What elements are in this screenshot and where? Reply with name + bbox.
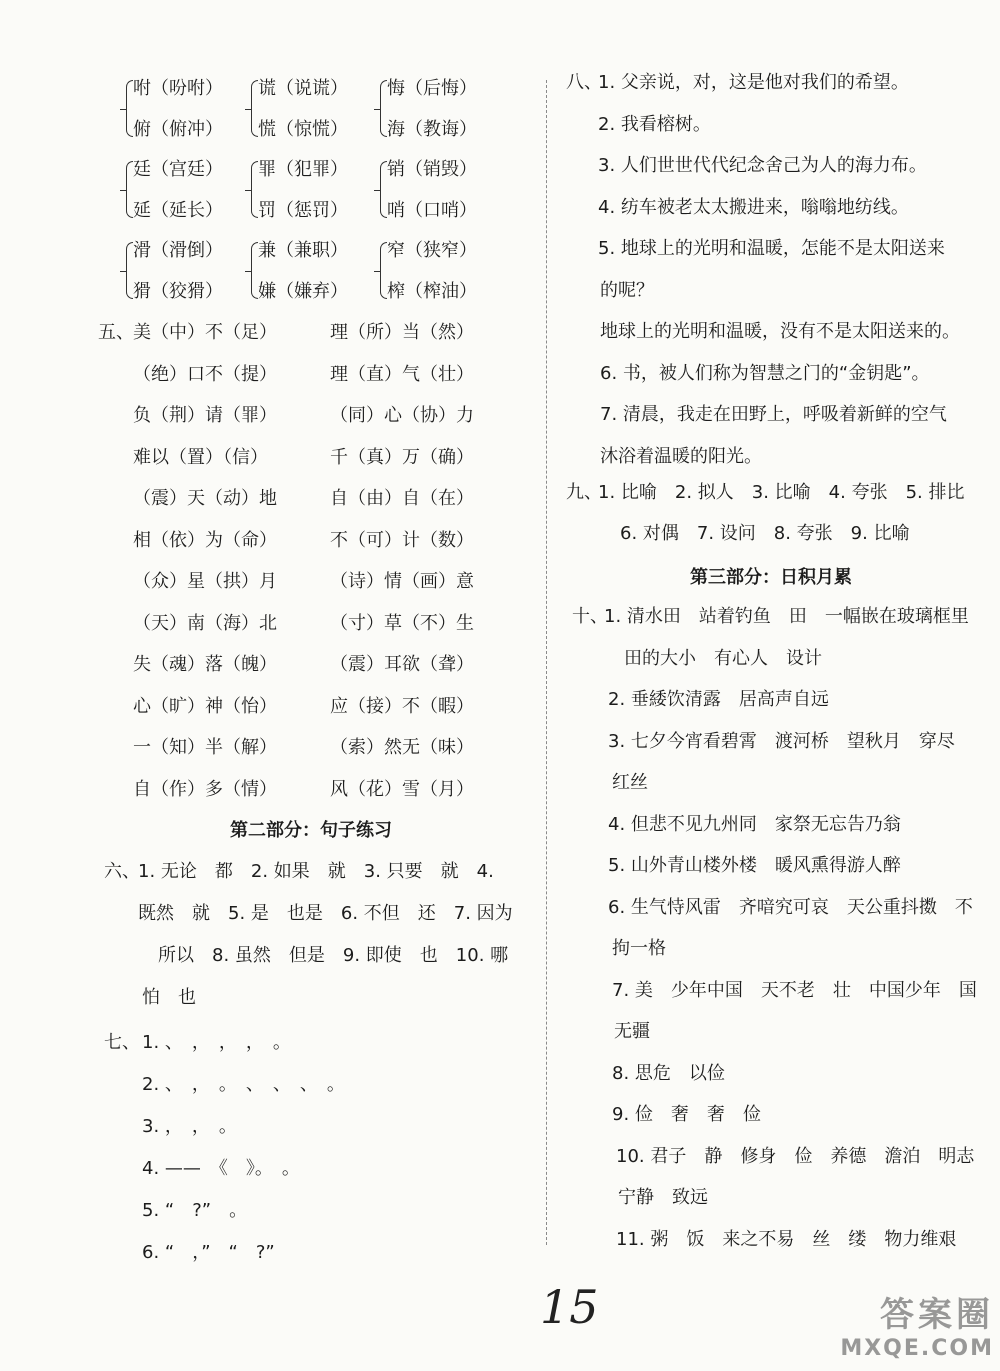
idiom-item: （绝）口不（提）	[133, 363, 277, 385]
pair-word: 海（教诲）	[387, 119, 477, 140]
pair-brace	[251, 161, 258, 218]
idiom-item: 理（所）当（然）	[330, 322, 474, 343]
answer-line: 既然 就 5. 是 也是 6. 不但 还 7. 因为	[138, 903, 513, 924]
answer-line: 的呢？	[600, 279, 654, 301]
answer-line: 4. 纺车被老太太搬进来，嗡嗡地纺线。	[598, 196, 909, 218]
pair-word: 猾（狡猾）	[133, 281, 223, 302]
answer-line: 7. 清晨，我走在田野上，呼吸着新鲜的空气	[600, 404, 947, 425]
pair-word: 窄（狭窄）	[387, 240, 477, 261]
pair-word: 罪（犯罪）	[258, 159, 348, 180]
answer-line: 地球上的光明和温暖，没有不是太阳送来的。	[600, 321, 960, 342]
pair-brace	[126, 80, 133, 137]
section-label: 六、	[104, 861, 140, 882]
idiom-item: 理（直）气（壮）	[330, 363, 474, 385]
pair-word: 谎（说谎）	[258, 78, 348, 99]
pair-word: 悔（后悔）	[387, 78, 477, 99]
punctuation-line: 3. ， ， 。	[142, 1116, 237, 1137]
answer-line: 6. 书，被人们称为智慧之门的“金钥匙”。	[600, 362, 930, 384]
pair-brace	[126, 242, 133, 299]
answer-line: 3. 人们世世代代纪念舍己为人的海力布。	[598, 155, 927, 176]
answer-line: 11. 粥 饭 来之不易 丝 缕 物力维艰	[616, 1228, 957, 1250]
answer-line: 6. 生气恃风雷 齐喑究可哀 天公重抖擞 不	[608, 896, 973, 918]
punctuation-line: 1. 、 ， ， ， 。	[142, 1032, 291, 1053]
column-divider	[546, 80, 547, 1245]
answer-line: 10. 君子 静 修身 俭 养德 澹泊 明志	[616, 1145, 975, 1167]
pair-word: 滑（滑倒）	[133, 240, 223, 261]
pair-word: 榨（榨油）	[387, 281, 477, 302]
idiom-item: 不（可）计（数）	[330, 529, 474, 551]
section-label: 五、	[98, 322, 134, 343]
idiom-item: 负（荆）请（罪）	[133, 405, 277, 426]
idiom-item: 千（真）万（确）	[330, 446, 474, 468]
watermark-main: 答案圈	[880, 1295, 994, 1335]
pair-word: 兼（兼职）	[258, 240, 348, 261]
pair-word: 罚（惩罚）	[258, 200, 348, 221]
idiom-item: （震）天（动）地	[133, 488, 277, 509]
answer-line: 4. 但悲不见九州同 家祭无忘告乃翁	[608, 813, 901, 835]
pair-word: 哨（口哨）	[387, 200, 477, 221]
handwritten-page-number: 15	[540, 1280, 599, 1334]
answer-line: 田的大小 有心人 设计	[624, 647, 822, 669]
watermark-sub: MXQE.COM	[840, 1336, 994, 1361]
pair-word: 延（延长）	[133, 200, 223, 221]
answer-line: 1. 父亲说，对，这是他对我们的希望。	[598, 72, 909, 93]
idiom-item: （寸）草（不）生	[330, 612, 474, 634]
answer-line: 宁静 致远	[618, 1187, 708, 1208]
pair-word: 廷（宫廷）	[133, 159, 223, 180]
part-title: 第三部分：日积月累	[690, 567, 852, 588]
idiom-item: 风（花）雪（月）	[330, 778, 474, 800]
idiom-item: （同）心（协）力	[330, 405, 474, 426]
punctuation-line: 4. —— 《 》。 。	[142, 1158, 300, 1179]
punctuation-line: 5. “ ?” 。	[142, 1200, 248, 1221]
idiom-item: （索）然无（味）	[330, 737, 474, 758]
section-label: 九、	[566, 482, 602, 503]
pair-word: 咐（吩咐）	[133, 78, 223, 99]
answer-line: 沐浴着温暖的阳光。	[600, 445, 762, 467]
answer-line: 2. 我看榕树。	[598, 113, 711, 135]
pair-word: 慌（惊慌）	[258, 119, 348, 140]
idiom-item: 心（旷）神（怡）	[133, 695, 277, 717]
answer-line: 拘一格	[612, 938, 666, 959]
idiom-item: 相（依）为（命）	[133, 529, 277, 551]
punctuation-line: 6. “ ，” “ ?”	[142, 1242, 275, 1263]
answer-line: 无疆	[614, 1021, 650, 1042]
punctuation-line: 2. 、 ， 。 、 、 、 。	[142, 1074, 345, 1095]
idiom-item: （震）耳欲（聋）	[330, 654, 474, 675]
answer-line: 1. 清水田 站着钓鱼 田 一幅嵌在玻璃框里	[604, 606, 969, 627]
pair-word: 俯（俯冲）	[133, 119, 223, 140]
answer-line: 怕 也	[142, 987, 196, 1008]
answer-line: 5. 山外青山楼外楼 暖风熏得游人醉	[608, 855, 901, 876]
pair-brace	[251, 80, 258, 137]
answer-line: 红丝	[612, 772, 648, 793]
pair-brace	[380, 161, 387, 218]
idiom-item: 美（中）不（足）	[133, 322, 277, 343]
answer-line: 1. 无论 都 2. 如果 就 3. 只要 就 4.	[138, 861, 494, 882]
answer-line: 7. 美 少年中国 天不老 壮 中国少年 国	[612, 979, 977, 1001]
answer-line: 8. 思危 以俭	[612, 1062, 725, 1084]
answer-line: 9. 俭 奢 奢 俭	[612, 1104, 761, 1125]
answer-line: 5. 地球上的光明和温暖，怎能不是太阳送来	[598, 238, 945, 259]
answer-line: 3. 七夕今宵看碧霄 渡河桥 望秋月 穿尽	[608, 730, 955, 752]
idiom-item: 一（知）半（解）	[133, 737, 277, 758]
pair-brace	[126, 161, 133, 218]
answer-line: 2. 垂緌饮清露 居高声自远	[608, 689, 829, 710]
idiom-item: （众）星（拱）月	[133, 571, 277, 592]
answer-line: 1. 比喻 2. 拟人 3. 比喻 4. 夸张 5. 排比	[598, 482, 965, 503]
pair-word: 嫌（嫌弃）	[258, 281, 348, 302]
idiom-item: （诗）情（画）意	[330, 571, 474, 592]
answer-line: 所以 8. 虽然 但是 9. 即使 也 10. 哪	[158, 945, 509, 966]
idiom-item: 失（魂）落（魄）	[133, 654, 277, 675]
watermark-logo	[840, 1287, 994, 1361]
idiom-item: 难以（置）（信）	[133, 446, 268, 468]
pair-brace	[380, 242, 387, 299]
part-title: 第二部分：句子练习	[230, 820, 392, 841]
section-label: 十、	[572, 606, 608, 627]
idiom-item: （天）南（海）北	[133, 612, 277, 634]
idiom-item: 自（作）多（情）	[133, 778, 277, 800]
idiom-item: 自（由）自（在）	[330, 488, 474, 509]
idiom-item: 应（接）不（暇）	[330, 695, 474, 717]
section-label: 八、	[566, 72, 602, 93]
pair-word: 销（销毁）	[387, 159, 477, 180]
pair-brace	[380, 80, 387, 137]
answer-line: 6. 对偶 7. 设问 8. 夸张 9. 比喻	[620, 523, 910, 544]
pair-brace	[251, 242, 258, 299]
section-label: 七、	[104, 1032, 140, 1053]
